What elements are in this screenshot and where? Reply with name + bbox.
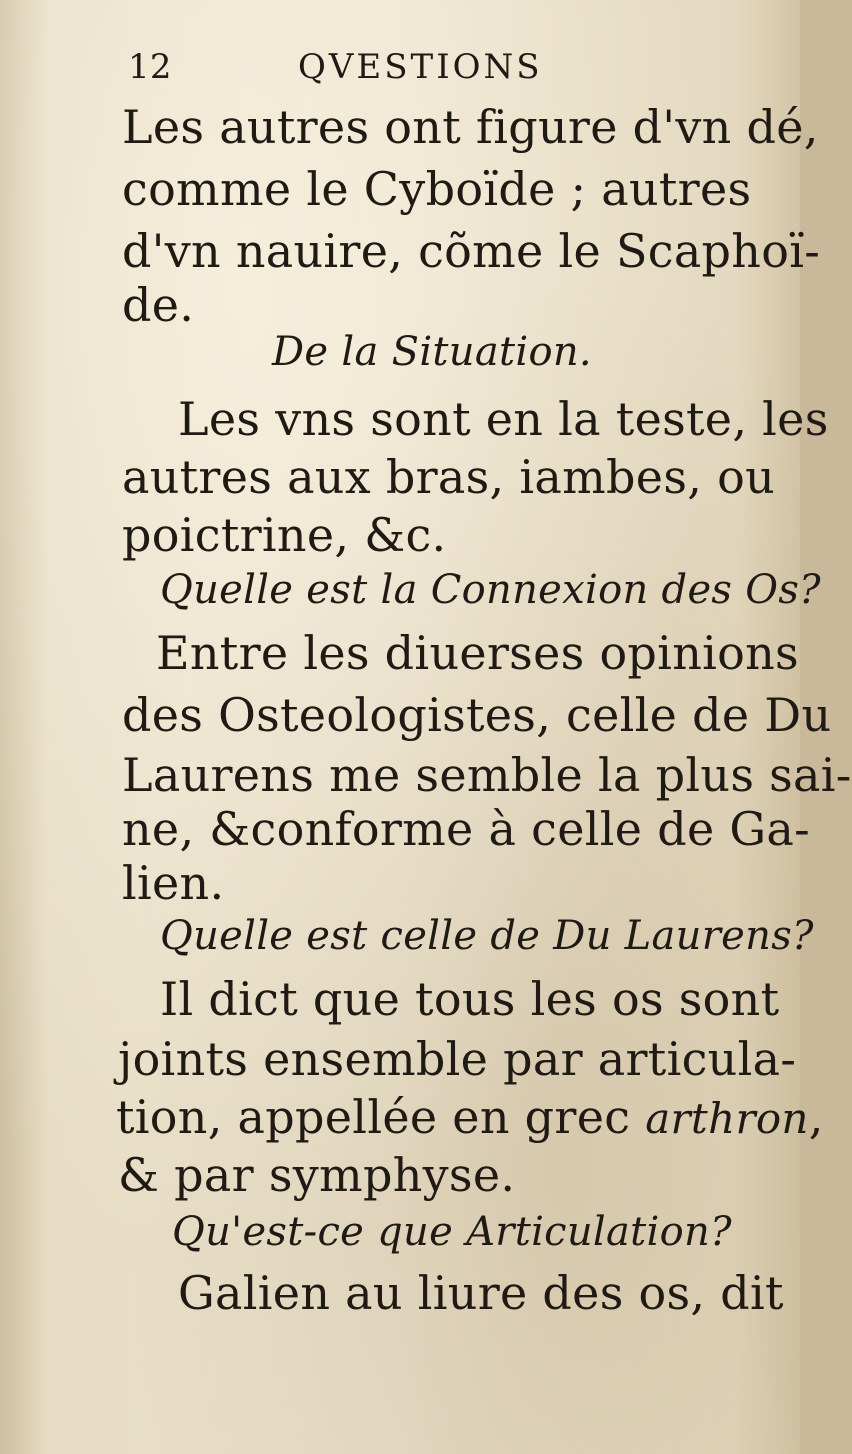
body-line: poictrine, &c. xyxy=(122,508,447,562)
body-line: ne, &conforme à celle de Ga- xyxy=(122,802,811,856)
question-heading: Quelle est la Connexion des Os? xyxy=(160,567,821,613)
body-line: des Osteologistes, celle de Du xyxy=(122,688,832,742)
body-line: d'vn nauire, cõme le Scaphoï- xyxy=(122,224,821,278)
body-line: autres aux bras, iambes, ou xyxy=(122,450,775,504)
greek-term: arthron xyxy=(645,1094,809,1143)
body-line: lien. xyxy=(122,856,225,910)
body-line: & par symphyse. xyxy=(118,1148,516,1202)
body-line: Galien au liure des os, dit xyxy=(178,1266,784,1320)
running-title: QVESTIONS xyxy=(298,47,543,87)
body-line: joints ensemble par articula- xyxy=(118,1032,797,1086)
body-line: Les vns sont en la teste, les xyxy=(178,392,829,446)
section-heading: De la Situation. xyxy=(272,329,592,375)
body-line: de. xyxy=(122,278,195,332)
body-line: Entre les diuerses opinions xyxy=(156,626,799,680)
body-line: Il dict que tous les os sont xyxy=(160,972,780,1026)
body-text-segment: , xyxy=(808,1090,824,1144)
body-text-segment: tion, appellée en grec xyxy=(116,1090,646,1144)
body-line: comme le Cyboïde ; autres xyxy=(122,162,752,216)
body-line xyxy=(116,1090,824,1144)
question-heading: Qu'est-ce que Articulation? xyxy=(172,1209,732,1255)
question-heading: Quelle est celle de Du Laurens? xyxy=(160,913,814,959)
body-line: Les autres ont figure d'vn dé, xyxy=(122,100,819,154)
page-number: 12 xyxy=(128,47,172,87)
body-line: Laurens me semble la plus sai- xyxy=(122,748,852,802)
